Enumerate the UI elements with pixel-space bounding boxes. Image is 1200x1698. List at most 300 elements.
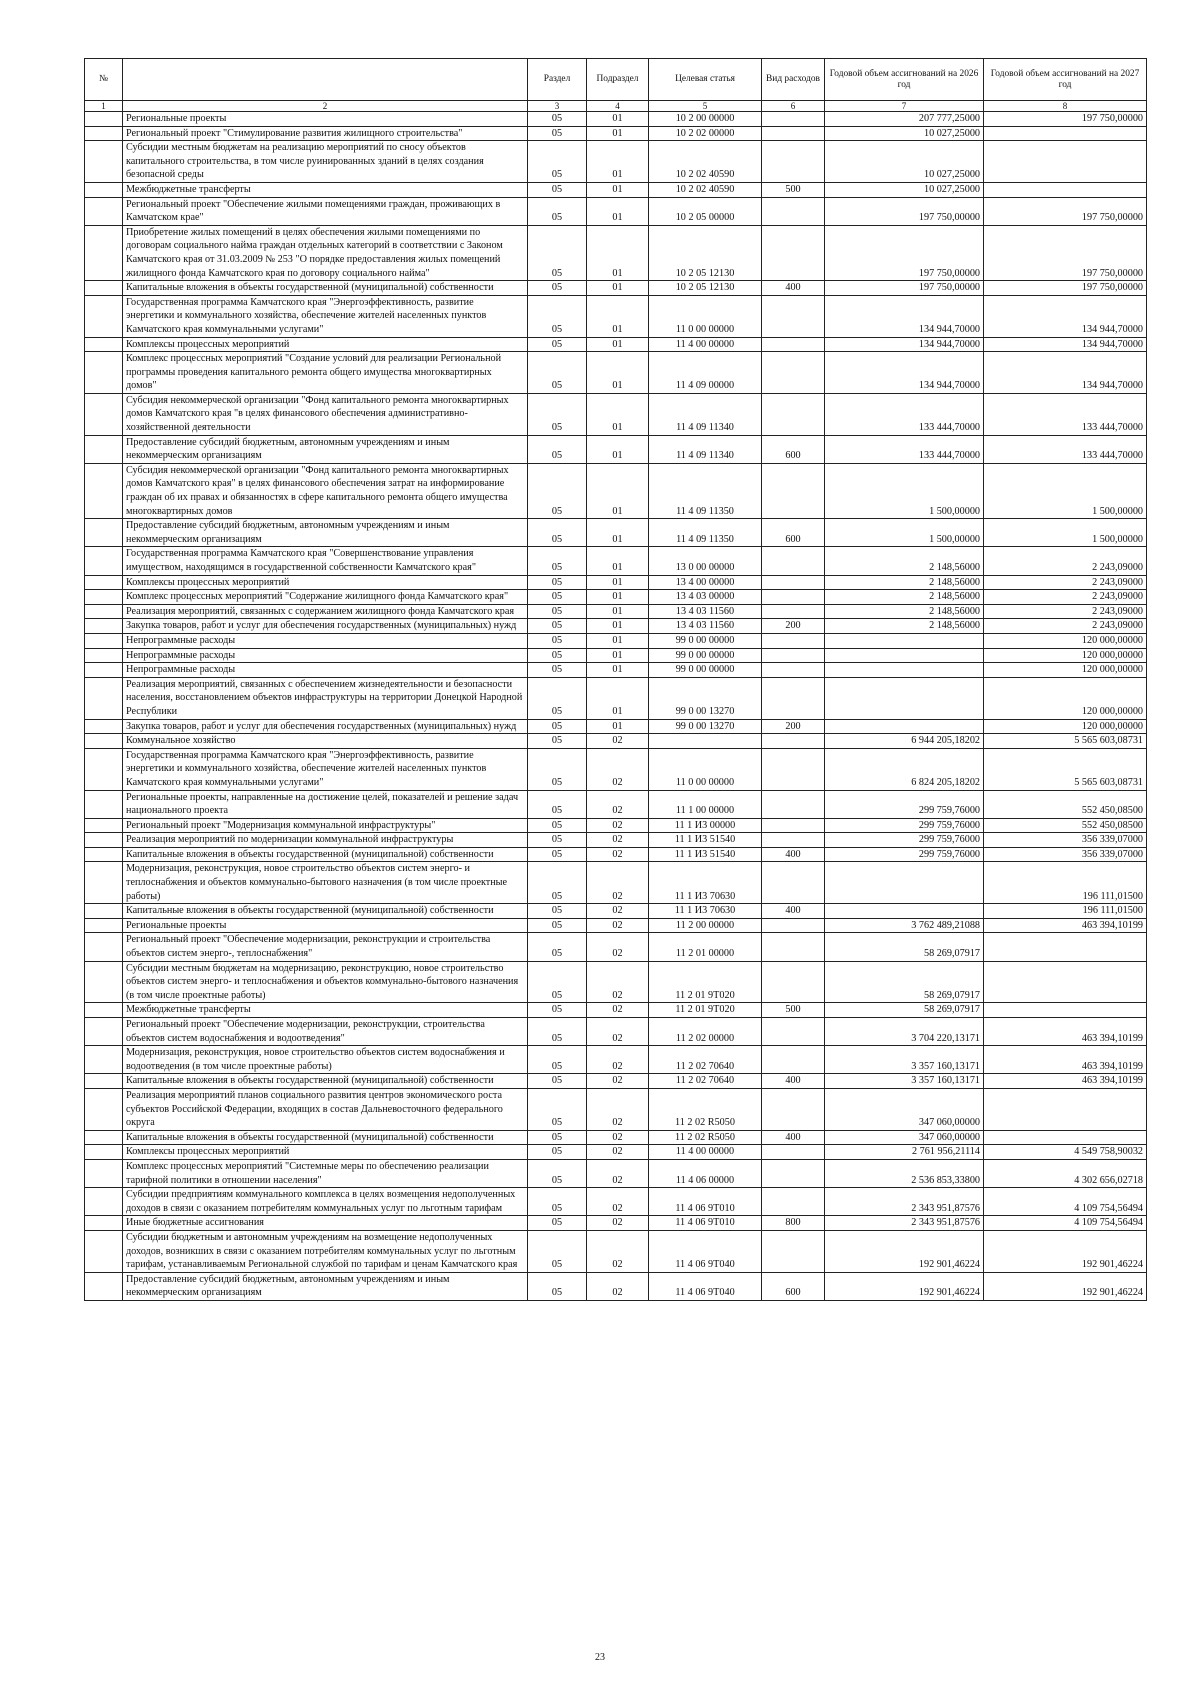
row-expense-type [762,648,825,663]
table-row [85,1272,1147,1300]
row-allocation-2026: 10 027,25000 [825,182,984,197]
row-number [85,663,123,678]
row-number [85,918,123,933]
row-allocation-2027: 4 109 754,56494 [984,1188,1147,1216]
row-number [85,435,123,463]
table-row [85,126,1147,141]
row-name: Региональные проекты, направленные на достижение целей, показателей и решение задач национального проекта [123,790,528,818]
row-subsection: 02 [587,1130,649,1145]
row-subsection: 01 [587,633,649,648]
row-subsection: 02 [587,918,649,933]
row-expense-type [762,734,825,749]
row-expense-type: 200 [762,719,825,734]
header-num: № [85,59,123,101]
row-name: Приобретение жилых помещений в целях обеспечения жилыми помещениями по договорам социального найма граждан отдельных категорий в соответствии с Законом Камчатского края от 31.03.2009 № 253 "О порядке предоставления жилых помещений жилищного фонда Камчатского края по договору социального найма" [123,225,528,280]
row-name: Региональный проект "Обеспечение модернизации, реконструкции и строительства объектов систем энерго-, теплоснабжения" [123,933,528,961]
page-number: 23 [595,1652,605,1663]
row-number [85,904,123,919]
row-expense-type [762,295,825,337]
row-allocation-2026: 197 750,00000 [825,281,984,296]
row-number [85,295,123,337]
row-expense-type [762,112,825,127]
row-allocation-2027: 552 450,08500 [984,790,1147,818]
row-allocation-2026: 10 027,25000 [825,141,984,183]
table-row [85,1130,1147,1145]
table-row [85,393,1147,435]
row-target-article: 11 4 09 11340 [649,435,762,463]
row-allocation-2027: 356 339,07000 [984,847,1147,862]
row-number [85,126,123,141]
header-subsection: Подраздел [587,59,649,101]
row-subsection: 02 [587,961,649,1003]
table-row [85,604,1147,619]
row-allocation-2026 [825,677,984,719]
table-row [85,619,1147,634]
row-allocation-2027: 197 750,00000 [984,225,1147,280]
row-expense-type [762,918,825,933]
table-row [85,1188,1147,1216]
row-number [85,352,123,394]
table-header [85,59,1147,112]
row-number [85,1159,123,1187]
row-subsection: 01 [587,337,649,352]
column-number: 6 [762,101,825,112]
row-section: 05 [528,337,587,352]
row-name: Капитальные вложения в объекты государственной (муниципальной) собственности [123,904,528,919]
table-row [85,663,1147,678]
column-number: 3 [528,101,587,112]
row-section: 05 [528,677,587,719]
row-name: Капитальные вложения в объекты государственной (муниципальной) собственности [123,281,528,296]
row-allocation-2027: 2 243,09000 [984,575,1147,590]
row-allocation-2026: 133 444,70000 [825,393,984,435]
row-allocation-2026: 192 901,46224 [825,1272,984,1300]
row-number [85,141,123,183]
column-number: 2 [123,101,528,112]
row-target-article: 11 4 00 00000 [649,337,762,352]
budget-allocation-table [84,58,1147,1301]
row-subsection: 02 [587,1003,649,1018]
row-name: Модернизация, реконструкция, новое строительство объектов систем энерго- и теплоснабжения и объектов коммунально-бытового назначения (в том числе проектные работы) [123,862,528,904]
row-number [85,1230,123,1272]
row-allocation-2026 [825,719,984,734]
row-number [85,1003,123,1018]
row-number [85,547,123,575]
row-expense-type: 600 [762,519,825,547]
row-name: Закупка товаров, работ и услуг для обеспечения государственных (муниципальных) нужд [123,719,528,734]
row-allocation-2026: 133 444,70000 [825,435,984,463]
table-row [85,1088,1147,1130]
row-number [85,1188,123,1216]
row-section: 05 [528,463,587,518]
row-allocation-2026 [825,862,984,904]
row-expense-type: 600 [762,435,825,463]
row-target-article: 11 4 00 00000 [649,1145,762,1160]
row-name: Предоставление субсидий бюджетным, автономным учреждениям и иным некоммерческим организациям [123,1272,528,1300]
row-section: 05 [528,1003,587,1018]
row-allocation-2026 [825,663,984,678]
row-name: Субсидии местным бюджетам на реализацию мероприятий по сносу объектов капитального строительства, в том числе руинированных зданий в целях создания безопасной среды [123,141,528,183]
row-allocation-2027: 196 111,01500 [984,862,1147,904]
row-allocation-2027: 196 111,01500 [984,904,1147,919]
row-expense-type: 200 [762,619,825,634]
row-target-article: 11 1 И3 51540 [649,847,762,862]
row-section: 05 [528,126,587,141]
row-name: Региональный проект "Модернизация коммунальной инфраструктуры" [123,818,528,833]
row-number [85,961,123,1003]
row-section: 05 [528,719,587,734]
row-section: 05 [528,519,587,547]
row-target-article: 13 0 00 00000 [649,547,762,575]
table-row [85,547,1147,575]
row-target-article: 99 0 00 13270 [649,719,762,734]
header-allocation-2027: Годовой объем ассигнований на 2027 год [984,59,1147,101]
row-expense-type: 400 [762,1074,825,1089]
row-section: 05 [528,1145,587,1160]
table-row [85,847,1147,862]
table-row [85,833,1147,848]
row-subsection: 01 [587,352,649,394]
row-expense-type [762,197,825,225]
row-number [85,1074,123,1089]
row-subsection: 02 [587,748,649,790]
row-allocation-2026: 58 269,07917 [825,1003,984,1018]
row-number [85,337,123,352]
row-expense-type [762,1188,825,1216]
row-subsection: 02 [587,1145,649,1160]
row-allocation-2026: 347 060,00000 [825,1088,984,1130]
row-section: 05 [528,435,587,463]
row-number [85,833,123,848]
budget-table-sheet [84,58,1146,1301]
row-section: 05 [528,141,587,183]
header-allocation-2026: Годовой объем ассигнований на 2026 год [825,59,984,101]
row-target-article: 11 0 00 00000 [649,748,762,790]
row-name: Региональный проект "Обеспечение жилыми помещениями граждан, проживающих в Камчатском крае" [123,197,528,225]
row-section: 05 [528,1159,587,1187]
row-name: Региональный проект "Обеспечение модернизации, реконструкции, строительства объектов систем водоснабжения и водоотведения" [123,1018,528,1046]
row-name: Капитальные вложения в объекты государственной (муниципальной) собственности [123,1130,528,1145]
row-subsection: 02 [587,1216,649,1231]
row-subsection: 01 [587,393,649,435]
row-allocation-2027 [984,961,1147,1003]
row-subsection: 02 [587,818,649,833]
row-allocation-2027: 4 549 758,90032 [984,1145,1147,1160]
row-allocation-2026: 3 762 489,21088 [825,918,984,933]
row-section: 05 [528,1230,587,1272]
row-name: Государственная программа Камчатского края "Энергоэффективность, развитие энергетики и коммунального хозяйства, обеспечение жителей населенных пунктов Камчатского края коммунальными услугами" [123,295,528,337]
row-section: 05 [528,847,587,862]
row-allocation-2026: 2 148,56000 [825,590,984,605]
row-section: 05 [528,1130,587,1145]
row-section: 05 [528,818,587,833]
row-target-article: 99 0 00 13270 [649,677,762,719]
row-name: Непрограммные расходы [123,663,528,678]
row-subsection: 01 [587,719,649,734]
row-name: Комплекс процессных мероприятий "Системные меры по обеспечению реализации тарифной политики в отношении населения" [123,1159,528,1187]
row-subsection: 01 [587,604,649,619]
row-allocation-2026: 3 704 220,13171 [825,1018,984,1046]
row-allocation-2027: 197 750,00000 [984,281,1147,296]
row-section: 05 [528,225,587,280]
row-subsection: 01 [587,619,649,634]
row-section: 05 [528,748,587,790]
row-allocation-2026: 197 750,00000 [825,225,984,280]
row-expense-type [762,225,825,280]
row-number [85,575,123,590]
row-section: 05 [528,619,587,634]
row-subsection: 01 [587,141,649,183]
row-target-article: 99 0 00 00000 [649,663,762,678]
row-number [85,619,123,634]
row-target-article: 10 2 02 40590 [649,182,762,197]
row-name: Предоставление субсидий бюджетным, автономным учреждениям и иным некоммерческим организациям [123,519,528,547]
table-row [85,734,1147,749]
row-allocation-2026: 299 759,76000 [825,847,984,862]
row-number [85,1216,123,1231]
row-target-article: 13 4 00 00000 [649,575,762,590]
row-allocation-2026: 1 500,00000 [825,463,984,518]
row-target-article: 11 2 02 00000 [649,1018,762,1046]
row-allocation-2027: 2 243,09000 [984,590,1147,605]
row-name: Закупка товаров, работ и услуг для обеспечения государственных (муниципальных) нужд [123,619,528,634]
row-target-article [649,734,762,749]
table-row [85,1003,1147,1018]
column-number: 7 [825,101,984,112]
row-section: 05 [528,547,587,575]
header-section: Раздел [528,59,587,101]
row-expense-type [762,604,825,619]
row-allocation-2026: 134 944,70000 [825,352,984,394]
row-subsection: 02 [587,790,649,818]
row-allocation-2026 [825,648,984,663]
row-number [85,648,123,663]
row-number [85,847,123,862]
row-expense-type [762,663,825,678]
row-allocation-2027 [984,1003,1147,1018]
row-expense-type [762,818,825,833]
row-name: Реализация мероприятий планов социального развития центров экономического роста субъектов Российской Федерации, входящих в состав Дальневосточного федерального округа [123,1088,528,1130]
table-row [85,748,1147,790]
row-number [85,182,123,197]
row-expense-type [762,677,825,719]
row-expense-type [762,1145,825,1160]
row-expense-type: 400 [762,847,825,862]
row-allocation-2027: 2 243,09000 [984,604,1147,619]
row-allocation-2027: 133 444,70000 [984,435,1147,463]
row-target-article: 11 4 09 11340 [649,393,762,435]
row-name: Реализация мероприятий, связанных с содержанием жилищного фонда Камчатского края [123,604,528,619]
row-target-article: 10 2 02 00000 [649,126,762,141]
row-name: Иные бюджетные ассигнования [123,1216,528,1231]
row-target-article: 99 0 00 00000 [649,633,762,648]
row-name: Предоставление субсидий бюджетным, автономным учреждениям и иным некоммерческим организациям [123,435,528,463]
row-section: 05 [528,734,587,749]
row-allocation-2026: 2 536 853,33800 [825,1159,984,1187]
row-target-article: 11 2 02 70640 [649,1046,762,1074]
row-number [85,225,123,280]
row-subsection: 02 [587,1018,649,1046]
row-expense-type [762,633,825,648]
row-allocation-2027: 4 302 656,02718 [984,1159,1147,1187]
table-row [85,352,1147,394]
row-allocation-2026: 134 944,70000 [825,337,984,352]
row-name: Реализация мероприятий, связанных с обеспечением жизнедеятельности и безопасности населения, восстановлением объектов инфраструктуры на территории Донецкой Народной Республики [123,677,528,719]
row-allocation-2027: 192 901,46224 [984,1272,1147,1300]
row-allocation-2027: 2 243,09000 [984,547,1147,575]
row-subsection: 01 [587,126,649,141]
row-target-article: 11 1 И3 70630 [649,862,762,904]
row-number [85,1088,123,1130]
row-expense-type: 600 [762,1272,825,1300]
row-subsection: 01 [587,677,649,719]
row-section: 05 [528,833,587,848]
row-section: 05 [528,1018,587,1046]
row-subsection: 02 [587,862,649,904]
row-allocation-2027: 134 944,70000 [984,295,1147,337]
table-body [85,112,1147,1301]
row-allocation-2027: 552 450,08500 [984,818,1147,833]
table-row [85,862,1147,904]
row-subsection: 01 [587,575,649,590]
row-number [85,1272,123,1300]
row-allocation-2026: 2 343 951,87576 [825,1216,984,1231]
table-row [85,648,1147,663]
row-name: Субсидии предприятиям коммунального комплекса в целях возмещения недополученных доходов в связи с оказанием потребителям коммунальных услуг по льготным тарифам [123,1188,528,1216]
row-number [85,519,123,547]
row-section: 05 [528,182,587,197]
column-number: 5 [649,101,762,112]
row-subsection: 02 [587,1088,649,1130]
table-row [85,225,1147,280]
table-row [85,633,1147,648]
row-number [85,112,123,127]
row-expense-type [762,1159,825,1187]
row-section: 05 [528,961,587,1003]
header-name [123,59,528,101]
row-subsection: 02 [587,734,649,749]
row-expense-type [762,463,825,518]
row-name: Непрограммные расходы [123,633,528,648]
row-expense-type: 800 [762,1216,825,1231]
row-allocation-2026: 197 750,00000 [825,197,984,225]
row-number [85,393,123,435]
row-number [85,677,123,719]
row-target-article: 11 4 06 9Т040 [649,1230,762,1272]
row-number [85,197,123,225]
row-subsection: 01 [587,590,649,605]
row-name: Комплекс процессных мероприятий "Создание условий для реализации Региональной программы проведения капитального ремонта общего имущества многоквартирных домов" [123,352,528,394]
row-target-article: 10 2 00 00000 [649,112,762,127]
row-subsection: 01 [587,182,649,197]
row-subsection: 01 [587,197,649,225]
row-allocation-2026: 58 269,07917 [825,961,984,1003]
row-allocation-2027: 192 901,46224 [984,1230,1147,1272]
row-section: 05 [528,1088,587,1130]
table-row [85,1018,1147,1046]
row-expense-type [762,1088,825,1130]
row-target-article: 10 2 05 00000 [649,197,762,225]
table-row [85,182,1147,197]
row-name: Коммунальное хозяйство [123,734,528,749]
row-subsection: 01 [587,663,649,678]
row-number [85,933,123,961]
table-row [85,337,1147,352]
row-target-article: 11 0 00 00000 [649,295,762,337]
row-target-article: 13 4 03 11560 [649,619,762,634]
table-row [85,961,1147,1003]
table-row [85,112,1147,127]
row-name: Комплекс процессных мероприятий "Содержание жилищного фонда Камчатского края" [123,590,528,605]
row-allocation-2026 [825,904,984,919]
row-subsection: 01 [587,281,649,296]
row-name: Региональные проекты [123,112,528,127]
row-target-article: 11 2 02 R5050 [649,1130,762,1145]
row-target-article: 11 2 02 70640 [649,1074,762,1089]
row-section: 05 [528,604,587,619]
row-allocation-2026: 299 759,76000 [825,833,984,848]
row-section: 05 [528,590,587,605]
row-name: Межбюджетные трансферты [123,182,528,197]
row-expense-type [762,141,825,183]
row-expense-type [762,590,825,605]
row-subsection: 02 [587,1074,649,1089]
row-subsection: 02 [587,904,649,919]
row-expense-type [762,393,825,435]
row-allocation-2026: 207 777,25000 [825,112,984,127]
row-allocation-2026: 299 759,76000 [825,818,984,833]
header-target-article: Целевая статья [649,59,762,101]
row-target-article: 11 2 01 9Т020 [649,1003,762,1018]
row-subsection: 02 [587,1230,649,1272]
row-allocation-2027 [984,1088,1147,1130]
row-target-article: 11 4 06 9Т010 [649,1216,762,1231]
row-number [85,463,123,518]
row-allocation-2026: 2 148,56000 [825,575,984,590]
table-row [85,1216,1147,1231]
row-target-article: 11 4 06 9Т040 [649,1272,762,1300]
row-name: Непрограммные расходы [123,648,528,663]
row-section: 05 [528,197,587,225]
row-target-article: 11 4 09 11350 [649,463,762,518]
table-row [85,933,1147,961]
row-allocation-2027 [984,126,1147,141]
row-target-article: 10 2 05 12130 [649,281,762,296]
row-name: Капитальные вложения в объекты государственной (муниципальной) собственности [123,1074,528,1089]
row-subsection: 01 [587,435,649,463]
row-section: 05 [528,295,587,337]
row-target-article: 11 1 00 00000 [649,790,762,818]
row-subsection: 01 [587,463,649,518]
row-target-article: 13 4 03 00000 [649,590,762,605]
row-name: Региональные проекты [123,918,528,933]
row-allocation-2026: 2 761 956,21114 [825,1145,984,1160]
row-number [85,281,123,296]
row-allocation-2026: 2 148,56000 [825,604,984,619]
row-name: Реализация мероприятий по модернизации коммунальной инфраструктуры [123,833,528,848]
row-name: Комплексы процессных мероприятий [123,575,528,590]
row-number [85,790,123,818]
row-name: Государственная программа Камчатского края "Энергоэффективность, развитие энергетики и коммунального хозяйства, обеспечение жителей населенных пунктов Камчатского края коммунальными услугами" [123,748,528,790]
row-number [85,748,123,790]
table-row [85,575,1147,590]
row-allocation-2027: 1 500,00000 [984,463,1147,518]
row-expense-type [762,833,825,848]
row-expense-type: 400 [762,1130,825,1145]
row-allocation-2026: 10 027,25000 [825,126,984,141]
row-allocation-2026: 299 759,76000 [825,790,984,818]
row-section: 05 [528,1188,587,1216]
